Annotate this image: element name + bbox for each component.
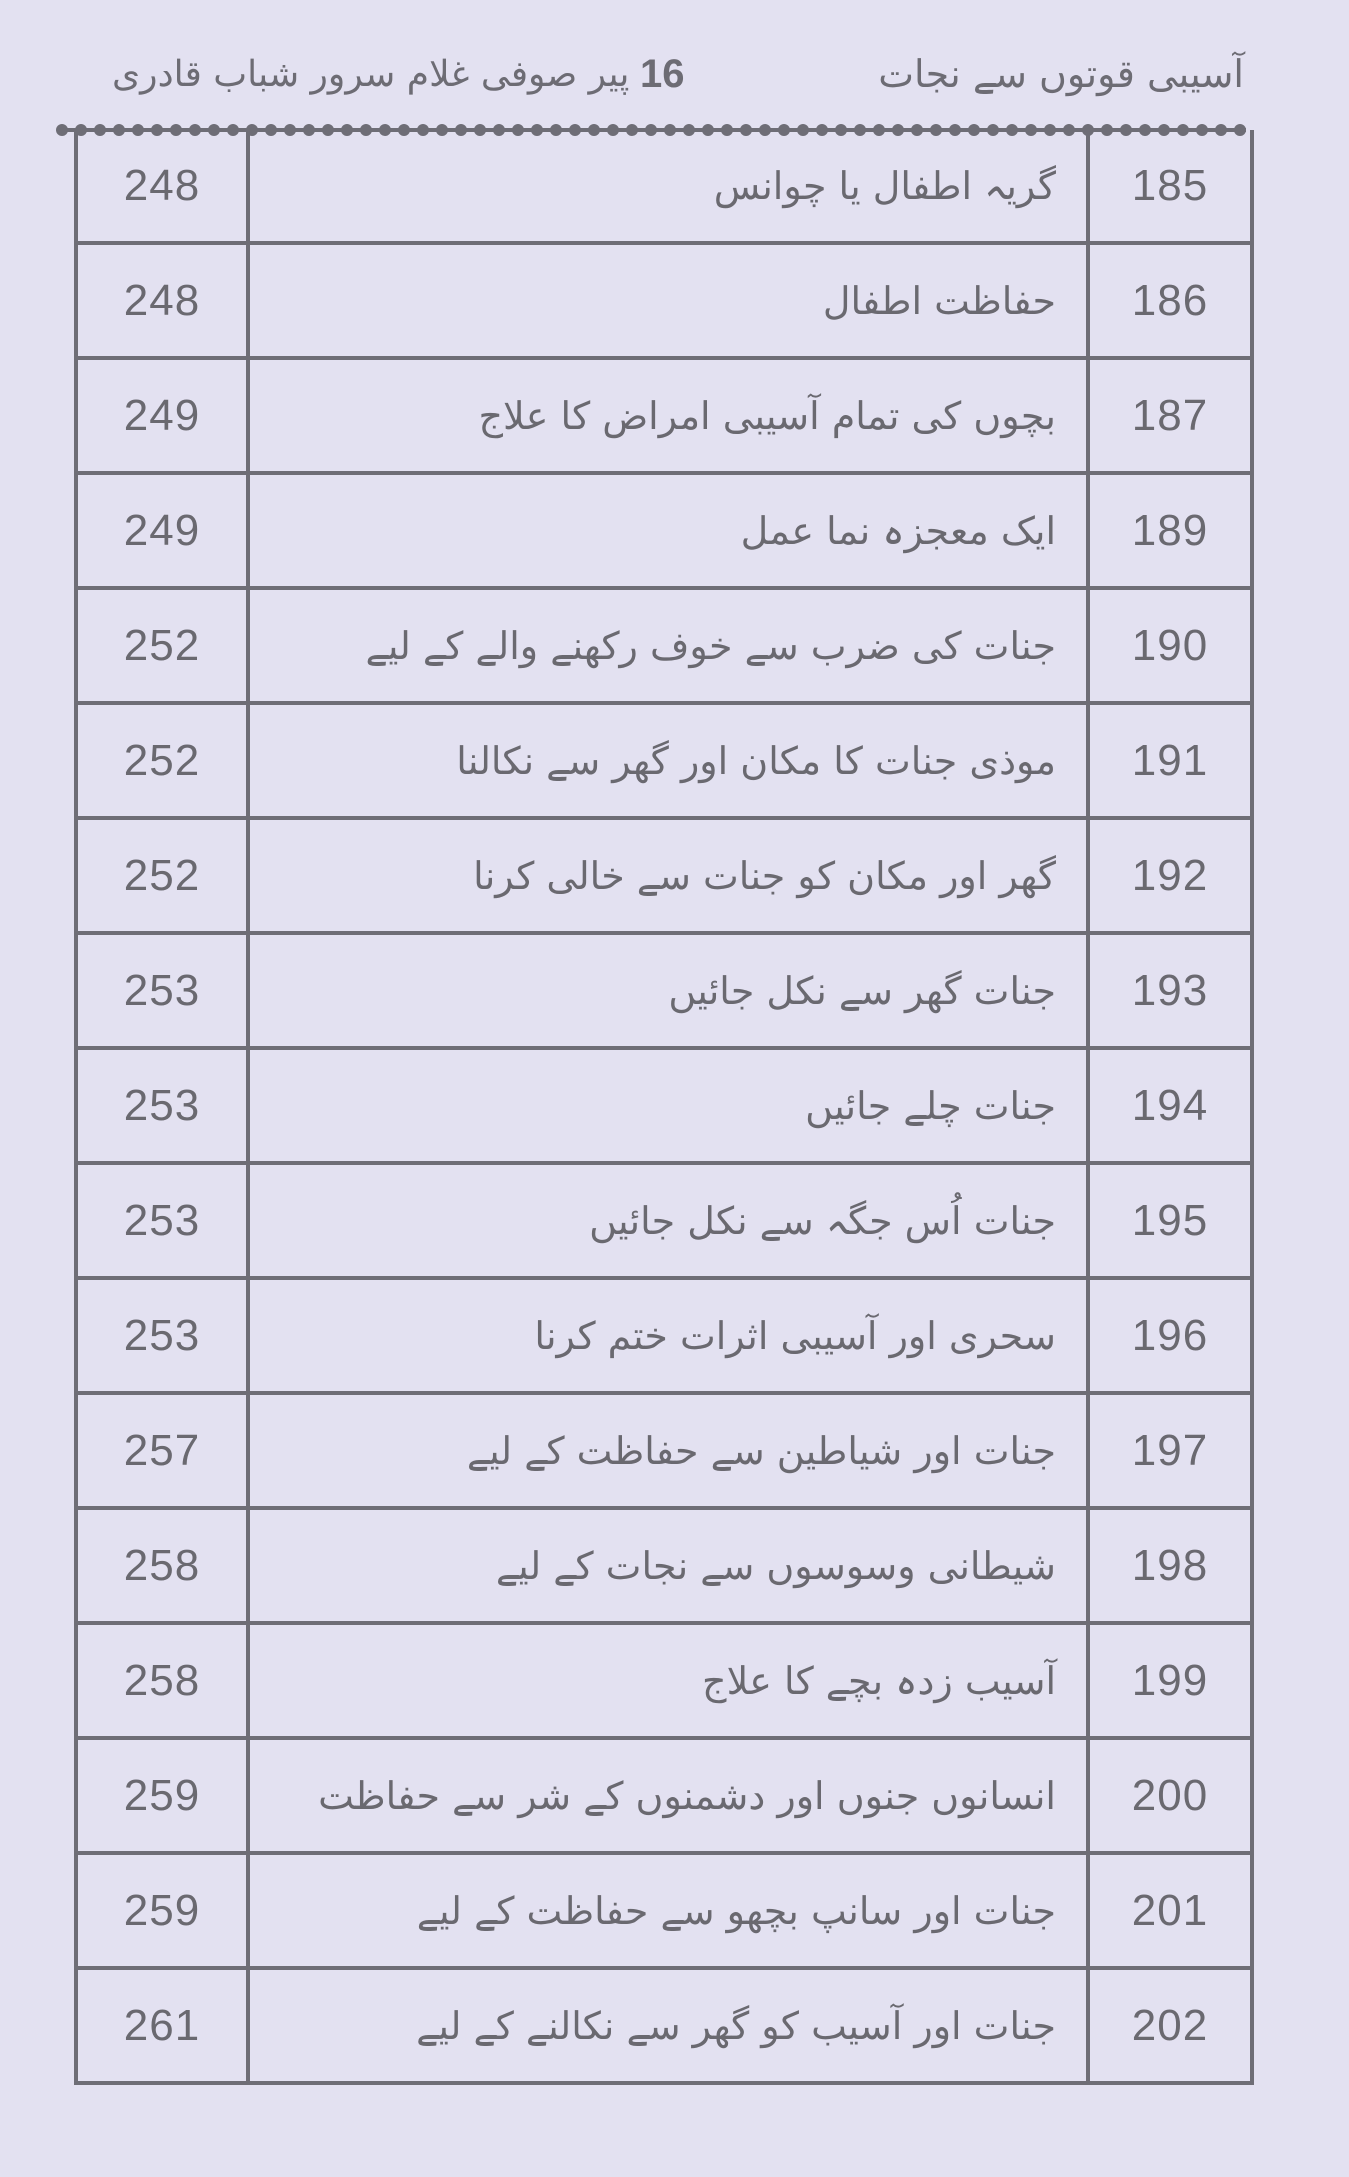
entry-title: بچوں کی تمام آسیبی امراض کا علاج <box>478 393 1056 438</box>
toc-row[interactable] <box>76 1278 1252 1393</box>
title-cell <box>248 1163 1088 1278</box>
serial-number: 192 <box>1131 850 1209 900</box>
page-ref: 259 <box>123 1885 201 1935</box>
entry-title: جنات اور آسیب کو گھر سے نکالنے کے لیے <box>416 2003 1056 2048</box>
toc-row[interactable] <box>76 130 1252 243</box>
title-cell <box>248 1278 1088 1393</box>
toc-row[interactable] <box>76 1163 1252 1278</box>
page-cell <box>76 1048 248 1163</box>
title-cell <box>248 243 1088 358</box>
page-cell <box>76 1508 248 1623</box>
entry-title: جنات گھر سے نکل جائیں <box>668 968 1056 1013</box>
toc-row[interactable] <box>76 1853 1252 1968</box>
entry-title: سحری اور آسیبی اثرات ختم کرنا <box>534 1313 1056 1358</box>
entry-title: جنات اُس جگہ سے نکل جائیں <box>589 1198 1056 1243</box>
serial-cell <box>1088 130 1252 243</box>
serial-number: 185 <box>1131 160 1209 210</box>
entry-title: ایک معجزہ نما عمل <box>740 508 1056 553</box>
page-ref: 252 <box>123 620 201 670</box>
page-cell <box>76 473 248 588</box>
title-cell <box>248 1048 1088 1163</box>
page-cell <box>76 703 248 818</box>
page-number: 16 <box>640 52 685 96</box>
serial-number: 196 <box>1131 1310 1209 1360</box>
title-cell <box>248 933 1088 1048</box>
serial-number: 187 <box>1131 390 1209 440</box>
serial-cell <box>1088 1853 1252 1968</box>
page-ref: 248 <box>123 275 201 325</box>
page-ref: 248 <box>123 160 201 210</box>
serial-cell <box>1088 1508 1252 1623</box>
page-cell <box>76 818 248 933</box>
author-name: پیر صوفی غلام سرور شباب قادری <box>112 54 630 95</box>
toc-row[interactable] <box>76 1393 1252 1508</box>
toc-row[interactable] <box>76 933 1252 1048</box>
page-cell <box>76 1968 248 2083</box>
title-cell <box>248 473 1088 588</box>
title-cell <box>248 130 1088 243</box>
entry-title: گریہ اطفال یا چوانس <box>713 163 1056 208</box>
toc-row[interactable] <box>76 818 1252 933</box>
title-cell <box>248 1853 1088 1968</box>
serial-number: 199 <box>1131 1655 1209 1705</box>
serial-cell <box>1088 703 1252 818</box>
entry-title: انسانوں جنوں اور دشمنوں کے شر سے حفاظت <box>318 1773 1056 1818</box>
page-ref: 253 <box>123 965 201 1015</box>
serial-cell <box>1088 473 1252 588</box>
book-title: آسیبی قوتوں سے نجات <box>878 52 1244 96</box>
serial-number: 189 <box>1131 505 1209 555</box>
page-ref: 253 <box>123 1310 201 1360</box>
entry-title: گھر اور مکان کو جنات سے خالی کرنا <box>473 853 1056 898</box>
page-ref: 253 <box>123 1195 201 1245</box>
serial-number: 202 <box>1131 2000 1209 2050</box>
serial-cell <box>1088 1968 1252 2083</box>
page-cell <box>76 588 248 703</box>
serial-number: 186 <box>1131 275 1209 325</box>
title-cell <box>248 818 1088 933</box>
toc-row[interactable] <box>76 1738 1252 1853</box>
page-cell <box>76 243 248 358</box>
page-cell <box>76 1393 248 1508</box>
toc-row[interactable] <box>76 358 1252 473</box>
serial-number: 191 <box>1131 735 1209 785</box>
entry-title: جنات اور سانپ بچھو سے حفاظت کے لیے <box>416 1888 1056 1933</box>
toc-row[interactable] <box>76 243 1252 358</box>
serial-number: 194 <box>1131 1080 1209 1130</box>
entry-title: جنات کی ضرب سے خوف رکھنے والے کے لیے <box>365 623 1056 668</box>
serial-cell <box>1088 243 1252 358</box>
serial-number: 195 <box>1131 1195 1209 1245</box>
serial-cell <box>1088 588 1252 703</box>
serial-number: 200 <box>1131 1770 1209 1820</box>
toc-row[interactable] <box>76 1508 1252 1623</box>
serial-cell <box>1088 1738 1252 1853</box>
page-cell <box>76 1738 248 1853</box>
table-of-contents <box>74 130 1254 2085</box>
serial-number: 197 <box>1131 1425 1209 1475</box>
title-cell <box>248 1393 1088 1508</box>
title-cell <box>248 358 1088 473</box>
page-ref: 252 <box>123 735 201 785</box>
serial-cell <box>1088 358 1252 473</box>
serial-cell <box>1088 1278 1252 1393</box>
serial-cell <box>1088 1623 1252 1738</box>
serial-number: 190 <box>1131 620 1209 670</box>
page-cell <box>76 1278 248 1393</box>
title-cell <box>248 703 1088 818</box>
toc-row[interactable] <box>76 1048 1252 1163</box>
page-ref: 253 <box>123 1080 201 1130</box>
page-ref: 257 <box>123 1425 201 1475</box>
serial-number: 198 <box>1131 1540 1209 1590</box>
serial-cell <box>1088 1048 1252 1163</box>
serial-cell <box>1088 818 1252 933</box>
title-cell <box>248 1968 1088 2083</box>
title-cell <box>248 588 1088 703</box>
serial-cell <box>1088 1393 1252 1508</box>
page-ref: 252 <box>123 850 201 900</box>
serial-number: 201 <box>1131 1885 1209 1935</box>
toc-row[interactable] <box>76 1623 1252 1738</box>
entry-title: آسیب زدہ بچے کا علاج <box>702 1658 1056 1703</box>
page-cell <box>76 358 248 473</box>
toc-row[interactable] <box>76 703 1252 818</box>
entry-title: جنات چلے جائیں <box>805 1083 1056 1128</box>
toc-row[interactable] <box>76 473 1252 588</box>
page-ref: 258 <box>123 1540 201 1590</box>
page-ref: 249 <box>123 505 201 555</box>
entry-title: حفاظت اطفال <box>822 278 1056 323</box>
page-ref: 258 <box>123 1655 201 1705</box>
page-cell <box>76 1853 248 1968</box>
entry-title: موذی جنات کا مکان اور گھر سے نکالنا <box>456 738 1056 783</box>
toc-row[interactable] <box>76 588 1252 703</box>
page-cell <box>76 130 248 243</box>
serial-cell <box>1088 1163 1252 1278</box>
page-ref: 249 <box>123 390 201 440</box>
toc-row[interactable] <box>76 1968 1252 2083</box>
page-cell <box>76 933 248 1048</box>
serial-cell <box>1088 933 1252 1048</box>
page-ref: 259 <box>123 1770 201 1820</box>
page-header <box>0 0 1349 125</box>
entry-title: شیطانی وسوسوں سے نجات کے لیے <box>495 1543 1056 1588</box>
title-cell <box>248 1508 1088 1623</box>
page-ref: 261 <box>123 2000 201 2050</box>
page-cell <box>76 1163 248 1278</box>
title-cell <box>248 1623 1088 1738</box>
page-cell <box>76 1623 248 1738</box>
serial-number: 193 <box>1131 965 1209 1015</box>
entry-title: جنات اور شیاطین سے حفاظت کے لیے <box>466 1428 1056 1473</box>
title-cell <box>248 1738 1088 1853</box>
